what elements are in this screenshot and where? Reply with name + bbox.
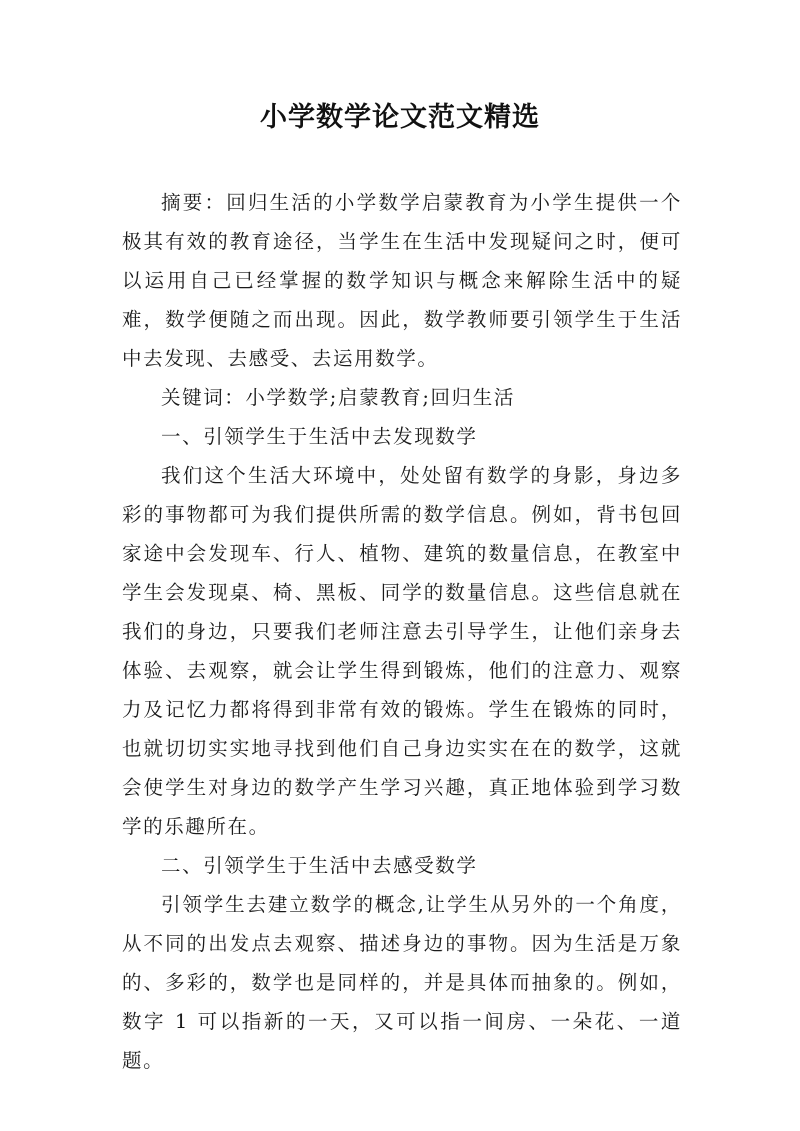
section-heading-1: 一、引领学生于生活中去发现数学: [161, 425, 478, 448]
abstract-paragraph: 摘要：回归生活的小学数学启蒙教育为小学生提供一个极其有效的教育途径，当学生在生活中发现疑问之时，便可以运用自己已经掌握的数学知识与概念来解除生活中的疑难，数学便随之而出现。因此，数学教师要引领学生于生活中去发现、去感受、去运用数学。: [122, 191, 682, 370]
document-body: [122, 183, 682, 1080]
section-heading-2: 二、引领学生于生活中去感受数学: [161, 854, 478, 877]
keywords-line: 关键词：小学数学;启蒙教育;回归生活: [161, 386, 515, 409]
section-paragraph-2: 引领学生去建立数学的概念,让学生从另外的一个角度，从不同的出发点去观察、描述身边的事物。因为生活是万象的、多彩的，数学也是同样的，并是具体而抽象的。例如，数字 1 可以指新的一天，又可以指一间房、一朵花、一道题。: [122, 893, 682, 1072]
document-title: 小学数学论文范文精选: [260, 102, 540, 133]
section-paragraph-1: 我们这个生活大环境中，处处留有数学的身影，身边多彩的事物都可为我们提供所需的数学信息。例如，背书包回家途中会发现车、行人、植物、建筑的数量信息，在教室中学生会发现桌、椅、黑板、同学的数量信息。这些信息就在我们的身边，只要我们老师注意去引导学生，让他们亲身去体验、去观察，就会让学生得到锻炼，他们的注意力、观察力及记忆力都将得到非常有效的锻炼。学生在锻炼的同时，也就切切实实地寻找到他们自己身边实实在在的数学，这就会使学生对身边的数学产生学习兴趣，真正地体验到学习数学的乐趣所在。: [122, 464, 682, 838]
